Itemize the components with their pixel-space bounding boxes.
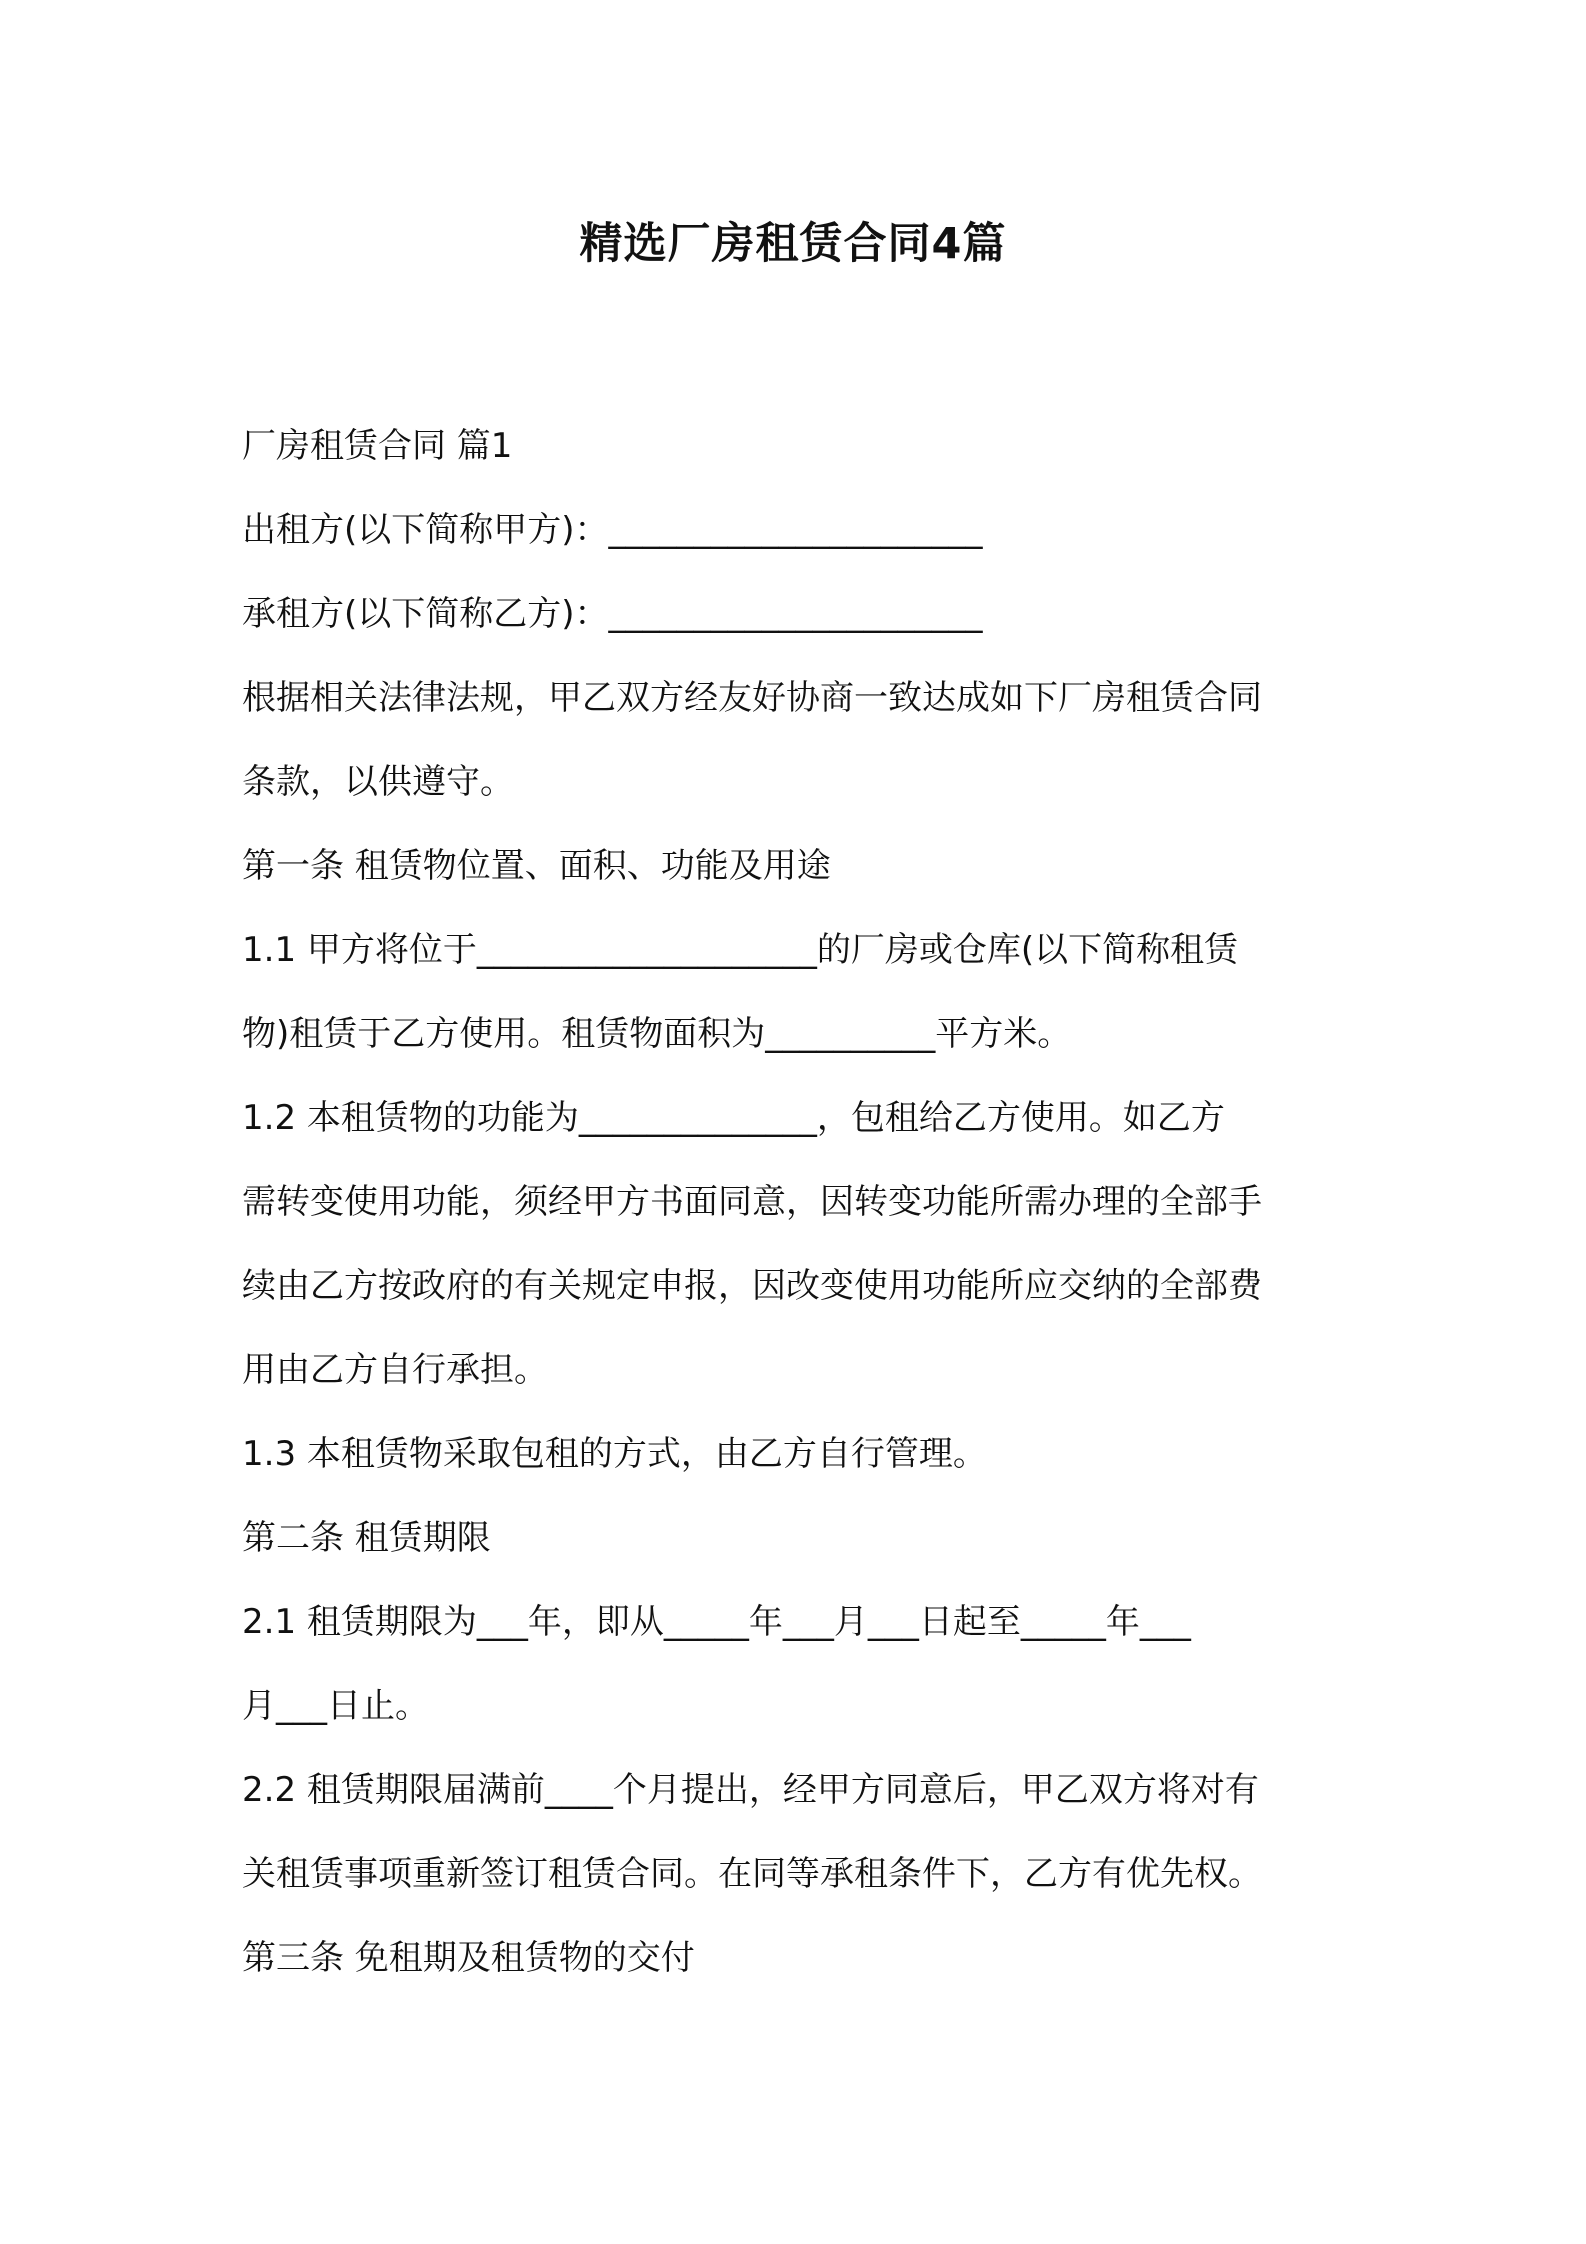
clause-1-1-line-1: 1.1 甲方将位于____________________的厂房或仓库(以下简称租赁 (242, 930, 1239, 970)
clause-1-1-line-2: 物)租赁于乙方使用。租赁物面积为__________平方米。 (242, 1014, 1072, 1054)
lessor-line: 出租方(以下简称甲方)：______________________ (242, 510, 983, 550)
clause-2-2-line-1: 2.2 租赁期限届满前____个月提出，经甲方同意后，甲乙双方将对有 (242, 1770, 1259, 1810)
clause-1-2-line-4: 用由乙方自行承担。 (242, 1350, 548, 1390)
article-3-heading: 第三条 免租期及租赁物的交付 (242, 1938, 695, 1978)
clause-1-2-line-1: 1.2 本租赁物的功能为______________，包租给乙方使用。如乙方 (242, 1098, 1225, 1138)
preamble-line-1: 根据相关法律法规，甲乙双方经友好协商一致达成如下厂房租赁合同 (242, 678, 1262, 718)
document-title: 精选厂房租赁合同4篇 (579, 219, 1007, 269)
clause-2-1-line-1: 2.1 租赁期限为___年，即从_____年___月___日起至_____年___ (242, 1602, 1191, 1642)
lessee-line: 承租方(以下简称乙方)：______________________ (242, 594, 983, 634)
clause-1-3: 1.3 本租赁物采取包租的方式，由乙方自行管理。 (242, 1434, 987, 1474)
clause-2-2-line-2: 关租赁事项重新签订租赁合同。在同等承租条件下，乙方有优先权。 (242, 1854, 1262, 1894)
clause-1-2-line-2: 需转变使用功能，须经甲方书面同意，因转变功能所需办理的全部手 (242, 1182, 1262, 1222)
preamble-line-2: 条款，以供遵守。 (242, 762, 514, 802)
clause-1-2-line-3: 续由乙方按政府的有关规定申报，因改变使用功能所应交纳的全部费 (242, 1266, 1262, 1306)
section-heading-1: 厂房租赁合同 篇1 (242, 426, 513, 466)
article-1-heading: 第一条 租赁物位置、面积、功能及用途 (242, 846, 831, 886)
clause-2-1-line-2: 月___日止。 (242, 1686, 429, 1726)
document-body (242, 404, 1362, 2000)
article-2-heading: 第二条 租赁期限 (242, 1518, 491, 1558)
